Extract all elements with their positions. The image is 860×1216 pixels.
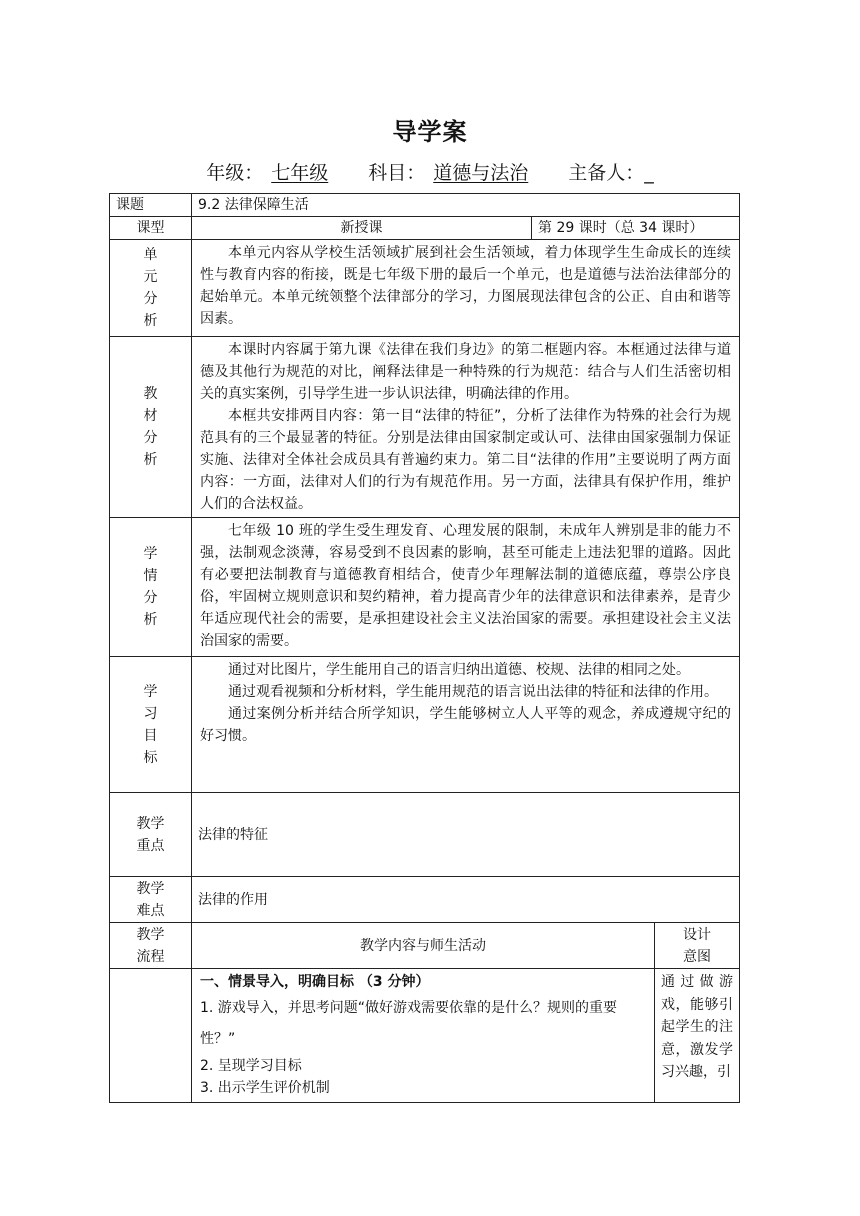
grade-value: 七年级 bbox=[271, 162, 329, 184]
topic-label: 课题 bbox=[110, 194, 192, 217]
section-1-design: 通过做游戏，能够引起学生的注意，激发学习兴趣，引 bbox=[655, 969, 740, 1103]
flow-header-row bbox=[110, 923, 740, 969]
preparer-value: _ bbox=[644, 162, 654, 184]
goal-2: 通过观看视频和分析材料，学生能用规范的语言说出法律的特征和法律的作用。 bbox=[228, 684, 718, 700]
section-1-flow-cell bbox=[110, 969, 192, 1103]
material-analysis-row bbox=[110, 337, 740, 518]
design-header: 设计 意图 bbox=[655, 923, 740, 969]
subject-value: 道德与法治 bbox=[433, 162, 529, 184]
student-analysis-label: 学 情 分 析 bbox=[110, 518, 192, 657]
section-1-title: 一、情景导入，明确目标 （3 分钟） bbox=[200, 974, 430, 990]
student-analysis-text: 七年级 10 班的学生受生理发育、心理发展的限制，未成年人辨别是非的能力不强，法制观念淡薄，容易受到不良因素的影响，甚至可能走上违法犯罪的道路。因此有必要把法制教育与道德教育相结合，使青少年理解法制的道德底蕴，尊崇公序良俗，牢固树立规则意识和契约精神，着力提高青少年的法律意识和法律素养，是青少年适应现代社会的需要，是承担建设社会主义法治国家的需要。承担建设社会主义法治国家的需要。 bbox=[192, 518, 740, 657]
difficult-point-row bbox=[110, 877, 740, 923]
learning-goals-row bbox=[110, 657, 740, 793]
unit-analysis-text: 本单元内容从学校生活领域扩展到社会生活领域，着力体现学生生命成长的连续性与教育内容的衔接，既是七年级下册的最后一个单元，也是道德与法治法律部分的起始单元。本单元统领整个法律部分的学习，力图展现法律包含的公正、自由和谐等因素。 bbox=[192, 240, 740, 337]
preparer-label: 主备人： bbox=[568, 162, 645, 184]
section-1-item-2: 2. 呈现学习目标 bbox=[200, 1058, 302, 1074]
grade-label: 年级： bbox=[206, 162, 264, 184]
section-1-content bbox=[192, 969, 655, 1103]
goal-1: 通过对比图片，学生能用自己的语言归纳出道德、校规、法律的相同之处。 bbox=[228, 662, 690, 678]
subject-label: 科目： bbox=[368, 162, 426, 184]
type-label: 课型 bbox=[110, 217, 192, 240]
type-row bbox=[110, 217, 740, 240]
key-point-label: 教学 重点 bbox=[110, 793, 192, 877]
material-analysis-label: 教 材 分 析 bbox=[110, 337, 192, 518]
content-header: 教学内容与师生活动 bbox=[192, 923, 655, 969]
learning-goals-text bbox=[192, 657, 740, 793]
lesson-plan-table bbox=[109, 193, 740, 1103]
material-analysis-text: 本课时内容属于第九课《法律在我们身边》的第二框题内容。本框通过法律与道德及其他行为规范的对比，阐释法律是一种特殊的行为规范：结合与人们生活密切相关的真实案例，引导学生进一步认识法律，明确法律的作用。 本框共安排两目内容：第一目“法律的特征”，分析了法律作为特殊的社会行为规范具有的三个最显著的特征。分别是法律由国家制定或认可、法律由国家强制力保证实施、法律对全体社会成员具有普遍约束力。第二目“法律的作用”主要说明了两方面内容：一方面，法律对人们的行为有规范作用。另一方面，法律具有保护作用，维护人们的合法权益。 bbox=[192, 337, 740, 518]
type-value: 新授课 bbox=[192, 217, 532, 240]
section-1-item-1: 1. 游戏导入，并思考问题“做好游戏需要依靠的是什么？规则的重要性？” bbox=[200, 1000, 618, 1047]
difficult-point-value: 法律的作用 bbox=[192, 877, 740, 923]
period-value: 第 29 课时（总 34 课时） bbox=[532, 217, 740, 240]
key-point-value: 法律的特征 bbox=[192, 793, 740, 877]
section-1-item-3: 3. 出示学生评价机制 bbox=[200, 1080, 330, 1096]
topic-value: 9.2 法律保障生活 bbox=[192, 194, 740, 217]
unit-analysis-row bbox=[110, 240, 740, 337]
key-point-row bbox=[110, 793, 740, 877]
document-meta-line bbox=[0, 158, 860, 185]
section-1-row bbox=[110, 969, 740, 1103]
unit-analysis-label: 单 元 分 析 bbox=[110, 240, 192, 337]
goal-3: 通过案例分析并结合所学知识，学生能够树立人人平等的观念，养成遵规守纪的好习惯。 bbox=[200, 706, 732, 744]
topic-row bbox=[110, 194, 740, 217]
document-title: 导学案 bbox=[392, 118, 468, 146]
flow-label: 教学 流程 bbox=[110, 923, 192, 969]
learning-goals-label: 学 习 目 标 bbox=[110, 657, 192, 793]
difficult-point-label: 教学 难点 bbox=[110, 877, 192, 923]
student-analysis-row bbox=[110, 518, 740, 657]
